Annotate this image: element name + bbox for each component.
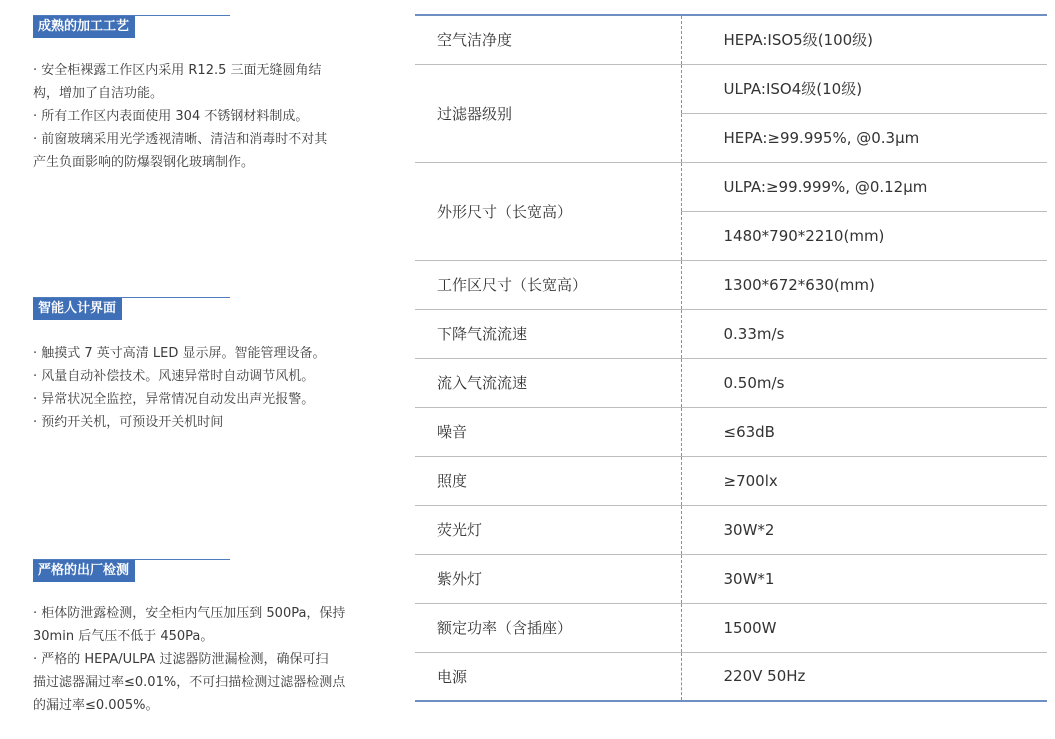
body-line: 30min 后气压不低于 450Pa。 — [33, 629, 214, 644]
section-title: 成熟的加工工艺 — [33, 16, 135, 38]
section-processing — [0, 15, 400, 170]
body-line: · 异常状况全监控，异常情况自动发出声光报警。 — [33, 392, 315, 407]
body-line: 的漏过率≤0.005%。 — [33, 698, 159, 713]
section-interface — [0, 297, 400, 430]
spec-value: ≤63dB — [681, 407, 1047, 456]
spec-label: 噪音 — [415, 407, 681, 456]
section-title: 智能人计界面 — [33, 298, 122, 320]
spec-label: 照度 — [415, 456, 681, 505]
spec-table — [415, 14, 1047, 702]
spec-value: 30W*2 — [681, 505, 1047, 554]
spec-value: 1300*672*630(mm) — [681, 260, 1047, 309]
spec-label: 紫外灯 — [415, 554, 681, 603]
spec-value: 0.50m/s — [681, 358, 1047, 407]
body-line: · 柜体防泄露检测，安全柜内气压加压到 500Pa，保持 — [33, 606, 346, 621]
table-row — [415, 505, 1047, 554]
section-body — [33, 602, 385, 717]
section-inspection — [0, 559, 400, 713]
spec-value: ULPA:ISO4级(10级) — [681, 64, 1047, 113]
table-row — [415, 407, 1047, 456]
table-row — [415, 554, 1047, 603]
body-line: 产生负面影响的防爆裂钢化玻璃制作。 — [33, 155, 255, 170]
feature-column — [0, 0, 400, 739]
body-line: · 预约开关机，可预设开关机时间 — [33, 415, 224, 430]
table-row — [415, 652, 1047, 701]
spec-value: ULPA:≥99.999%, @0.12μm — [681, 162, 1047, 211]
spec-value: 0.33m/s — [681, 309, 1047, 358]
spec-label: 下降气流流速 — [415, 309, 681, 358]
spec-label: 流入气流流速 — [415, 358, 681, 407]
body-line: 描过滤器漏过率≤0.01%，不可扫描检测过滤器检测点 — [33, 675, 346, 690]
body-line: · 所有工作区内表面使用 304 不锈钢材料制成。 — [33, 109, 309, 124]
spec-value: 30W*1 — [681, 554, 1047, 603]
table-row — [415, 260, 1047, 309]
spec-label: 过滤器级别 — [415, 64, 681, 162]
spec-value: HEPA:≥99.995%, @0.3μm — [681, 113, 1047, 162]
body-line: · 严格的 HEPA/ULPA 过滤器防泄漏检测，确保可扫 — [33, 652, 329, 667]
body-line: · 触摸式 7 英寸高清 LED 显示屏。智能管理设备。 — [33, 346, 326, 361]
section-body — [33, 342, 385, 434]
spec-label: 空气洁净度 — [415, 15, 681, 64]
section-header — [0, 15, 400, 41]
table-row — [415, 603, 1047, 652]
section-header — [0, 297, 400, 323]
table-row — [415, 309, 1047, 358]
table-row — [415, 162, 1047, 211]
section-header — [0, 559, 400, 585]
spec-value: 1500W — [681, 603, 1047, 652]
body-line: · 安全柜裸露工作区内采用 R12.5 三面无缝圆角结 — [33, 63, 322, 78]
table-row — [415, 15, 1047, 64]
body-line: 构，增加了自洁功能。 — [33, 86, 164, 101]
body-line: · 风量自动补偿技术。风速异常时自动调节风机。 — [33, 369, 315, 384]
spec-label: 电源 — [415, 652, 681, 701]
body-line: · 前窗玻璃采用光学透视清晰、清洁和消毒时不对其 — [33, 132, 328, 147]
spec-value: 1480*790*2210(mm) — [681, 211, 1047, 260]
table-row — [415, 64, 1047, 113]
spec-value: HEPA:ISO5级(100级) — [681, 15, 1047, 64]
spec-value: ≥700lx — [681, 456, 1047, 505]
spec-value: 220V 50Hz — [723, 667, 806, 686]
spec-label: 荧光灯 — [415, 505, 681, 554]
table-row — [415, 456, 1047, 505]
spec-label: 工作区尺寸（长宽高） — [415, 260, 681, 309]
table-row — [415, 358, 1047, 407]
section-body — [33, 59, 385, 174]
spec-label: 额定功率（含插座） — [415, 603, 681, 652]
spec-label: 外形尺寸（长宽高） — [415, 162, 681, 260]
section-title: 严格的出厂检测 — [33, 560, 135, 582]
